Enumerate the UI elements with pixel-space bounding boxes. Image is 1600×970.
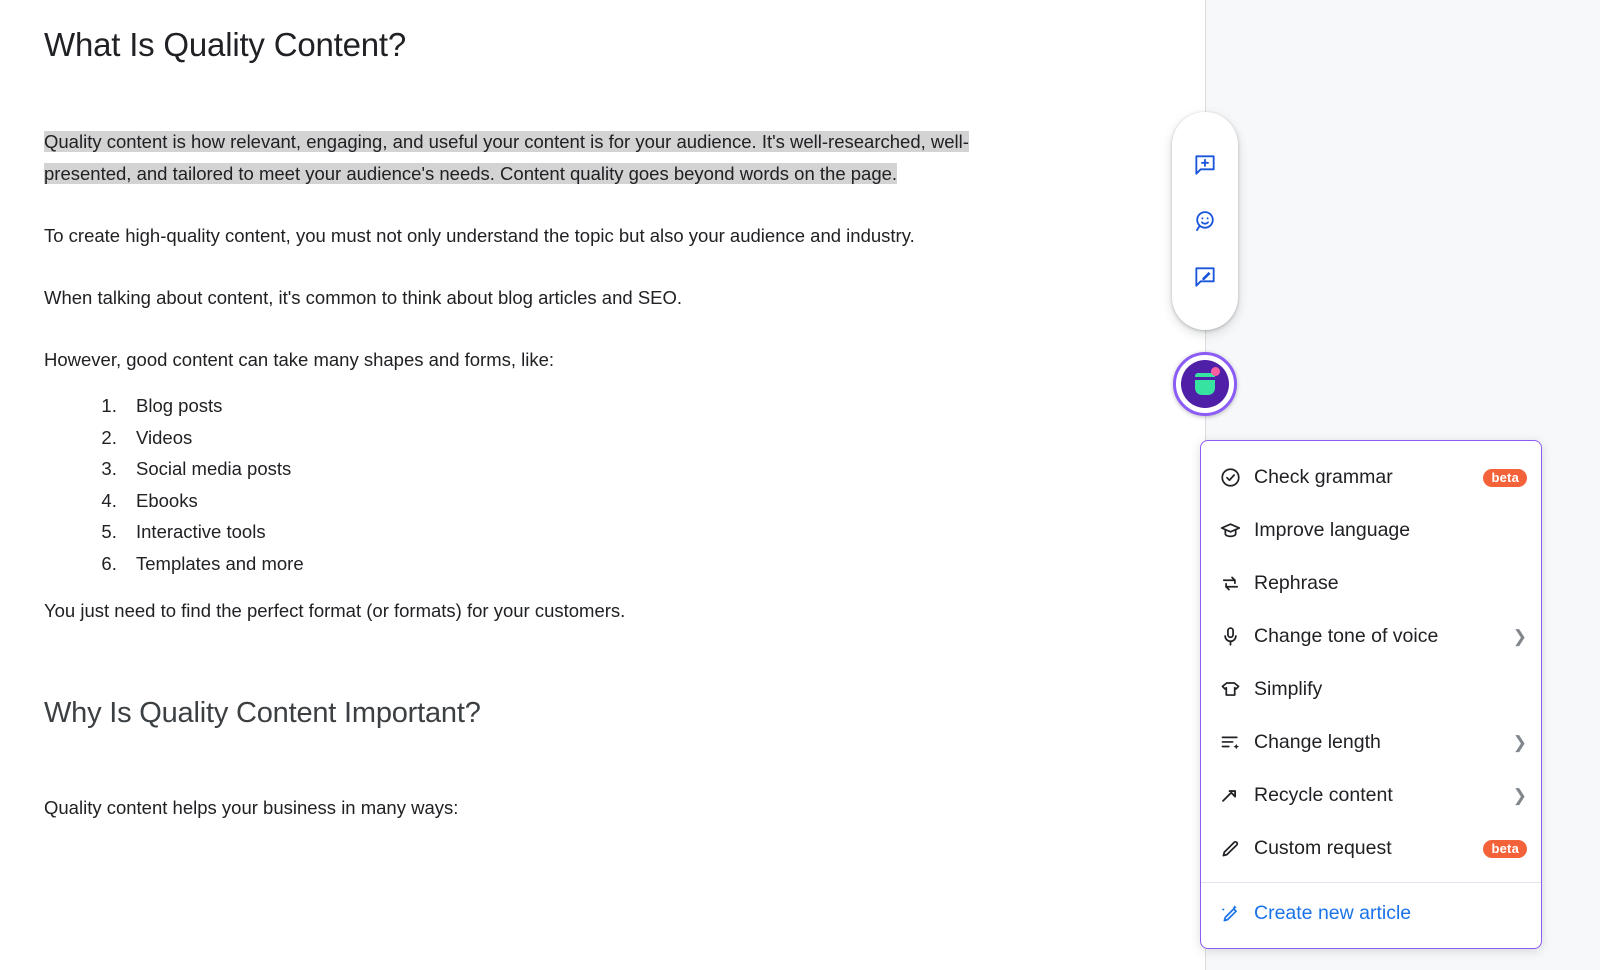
paragraph-4: However, good content can take many shapes and forms, like: — [44, 349, 555, 370]
magic-pen-icon — [1219, 902, 1249, 925]
pen-icon — [1219, 837, 1249, 860]
simplify-shirt-icon — [1219, 678, 1249, 701]
list-item: 2. Videos — [122, 422, 1165, 454]
chevron-right-icon: ❯ — [1512, 785, 1527, 805]
graduation-cap-icon — [1219, 519, 1249, 542]
menu-item-rephrase[interactable] — [1201, 557, 1541, 610]
menu-item-check-grammar[interactable] — [1201, 451, 1541, 504]
menu-item-change-tone-of-voice[interactable] — [1201, 610, 1541, 663]
menu-item-label: Custom request — [1254, 837, 1392, 859]
menu-item-label: Improve language — [1254, 519, 1411, 541]
check-circle-icon — [1219, 466, 1249, 489]
add-emoji-reaction-button[interactable] — [1185, 201, 1225, 241]
suggest-edits-icon — [1192, 264, 1218, 290]
add-emoji-reaction-icon — [1192, 208, 1218, 234]
menu-item-label: Recycle content — [1254, 784, 1393, 806]
status-badge: beta — [1483, 469, 1527, 487]
ai-assistant-menu — [1200, 440, 1542, 949]
menu-item-label: Create new article — [1254, 902, 1412, 924]
status-badge: beta — [1483, 840, 1527, 858]
list-item: 4. Ebooks — [122, 485, 1165, 517]
paragraph-6: Quality content helps your business in many ways: — [44, 797, 459, 818]
menu-item-change-length[interactable] — [1201, 716, 1541, 769]
chevron-right-icon: ❯ — [1512, 732, 1527, 752]
menu-item-improve-language[interactable] — [1201, 504, 1541, 557]
ai-assistant-icon — [1181, 360, 1229, 408]
list-item: 6. Templates and more — [122, 548, 1165, 580]
menu-item-label: Change tone of voice — [1254, 625, 1439, 647]
content-formats-list — [44, 390, 1165, 579]
ai-assistant-button[interactable] — [1173, 352, 1237, 416]
menu-divider — [1201, 882, 1541, 883]
change-length-icon — [1219, 731, 1249, 754]
menu-item-label: Change length — [1254, 731, 1381, 753]
add-comment-icon — [1192, 152, 1218, 178]
menu-item-label: Rephrase — [1254, 572, 1339, 594]
highlighted-text: Quality content is how relevant, engaging, and useful your content is for your audience. It's well-researched, well-presented, and tailored to meet your audience's needs. Content quality goes beyond words on the page. — [44, 131, 969, 184]
rephrase-arrows-icon — [1219, 572, 1249, 595]
section-subheading: Why Is Quality Content Important? — [44, 697, 481, 729]
suggest-edits-button[interactable] — [1185, 257, 1225, 297]
menu-item-simplify[interactable] — [1201, 663, 1541, 716]
list-item: 3. Social media posts — [122, 453, 1165, 485]
menu-item-custom-request[interactable] — [1201, 822, 1541, 875]
page-title: What Is Quality Content? — [44, 26, 407, 63]
comment-toolbar — [1172, 112, 1238, 330]
highlighted-paragraph — [44, 126, 1029, 190]
paragraph-5: You just need to find the perfect format (or formats) for your customers. — [44, 600, 626, 621]
paragraph-2: To create high-quality content, you must not only understand the topic but also your audience and industry. — [44, 225, 915, 246]
menu-item-create-new-article[interactable] — [1201, 887, 1541, 940]
list-item: 1. Blog posts — [122, 390, 1165, 422]
menu-item-recycle-content[interactable] — [1201, 769, 1541, 822]
microphone-icon — [1219, 625, 1249, 648]
menu-item-label: Simplify — [1254, 678, 1323, 700]
recycle-arrow-icon — [1219, 784, 1249, 807]
list-item: 5. Interactive tools — [122, 516, 1165, 548]
add-comment-button[interactable] — [1185, 145, 1225, 185]
paragraph-3: When talking about content, it's common to think about blog articles and SEO. — [44, 287, 683, 308]
chevron-right-icon: ❯ — [1512, 626, 1527, 646]
menu-item-label: Check grammar — [1254, 466, 1393, 488]
